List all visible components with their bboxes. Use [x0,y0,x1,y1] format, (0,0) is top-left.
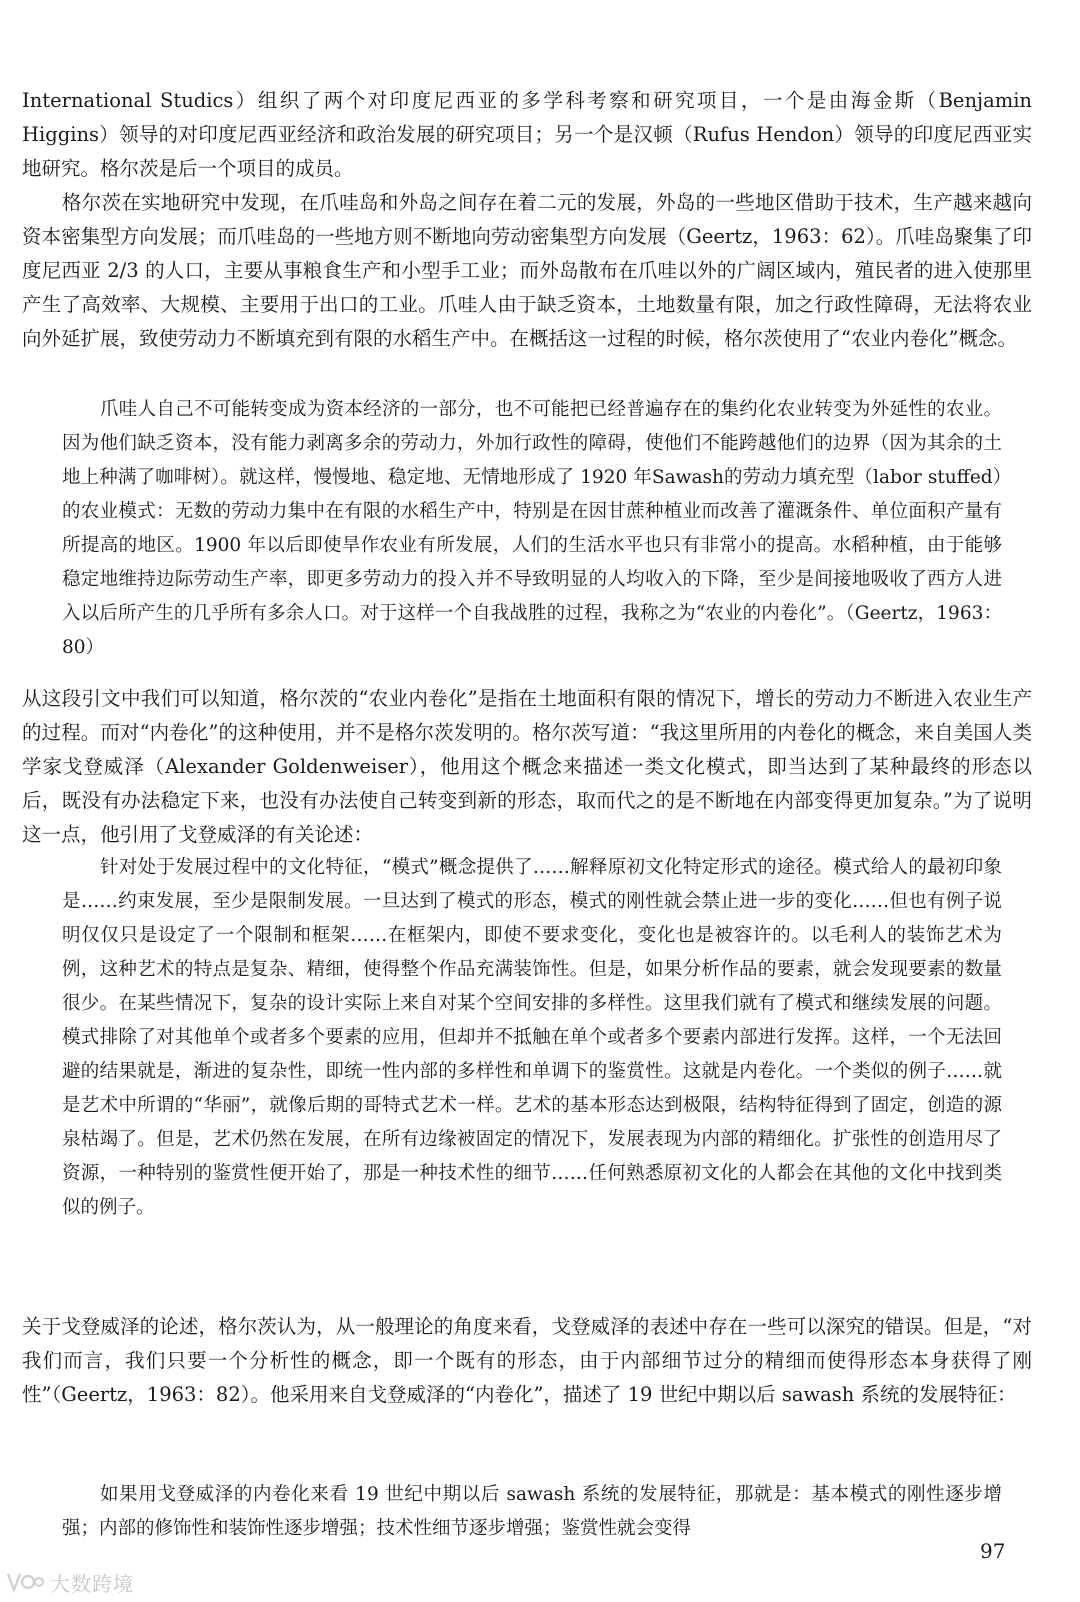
watermark [4,1569,134,1595]
paragraph-3: 从这段引文中我们可以知道，格尔茨的“农业内卷化”是指在土地面积有限的情况下，增长的劳动力不断进入农业生产的过程。而对“内卷化”的这种使用，并不是格尔茨发明的。格尔茨写道：“我这里所用的内卷化的概念，来自美国人类学家戈登威泽（Alexander Goldenweiser），他用这个概念来描述一类文化模式，即当达到了某种最终的形态以后，既没有办法稳定下来，也没有办法使自己转变到新的形态，取而代之的是不断地在内部变得更加复杂。”为了说明这一点，他引用了戈登威泽的有关论述： [22,687,1032,846]
paragraph-4: 关于戈登威泽的论述，格尔茨认为，从一般理论的角度来看，戈登威泽的表述中存在一些可以深究的错误。但是，“对我们而言，我们只要一个分析性的概念，即一个既有的形态，由于内部细节过分的精细而使得形态本身获得了刚性”（Geertz，1963：82）。他采用来自戈登威泽的“内卷化”，描述了 19 世纪中期以后 sawash 系统的发展特征： [22,1315,1032,1406]
watermark-logo-icon [4,1570,44,1594]
block-quote-3: 如果用戈登威泽的内卷化来看 19 世纪中期以后 sawash 系统的发展特征，那就是：基本模式的刚性逐步增强；内部的修饰性和装饰性逐步增强；技术性细节逐步增强；鉴赏性就会变得 [62,1484,1002,1539]
paragraph-2: 格尔茨在实地研究中发现，在爪哇岛和外岛之间存在着二元的发展，外岛的一些地区借助于技术，生产越来越向资本密集型方向发展；而爪哇岛的一些地方则不断地向劳动密集型方向发展（Geertz，1963：62）。爪哇岛聚集了印度尼西亚 2/3 的人口，主要从事粮食生产和小型手工业；而外岛散布在爪哇以外的广阔区域内，殖民者的进入使那里产生了高效率、大规模、主要用于出口的工业。爪哇人由于缺乏资本，土地数量有限，加之行政性障碍，无法将农业向外延扩展，致使劳动力不断填充到有限的水稻生产中。在概括这一过程的时候，格尔茨使用了“农业内卷化”概念。 [22,191,1032,350]
paragraph-1: International Studics）组织了两个对印度尼西亚的多学科考察和研究项目，一个是由海金斯（Benjamin Higgins）领导的对印度尼西亚经济和政治发展的研究项目；另一个是汉顿（Rufus Hendon）领导的印度尼西亚实地研究。格尔茨是后一个项目的成员。 [22,89,1032,180]
page-number: 97 [980,1539,1006,1563]
watermark-text: 大数跨境 [50,1571,134,1596]
block-quote-1: 爪哇人自己不可能转变成为资本经济的一部分，也不可能把已经普遍存在的集约化农业转变为外延性的农业。因为他们缺乏资本，没有能力剥离多余的劳动力，外加行政性的障碍，使他们不能跨越他们的边界（因为其余的土地上种满了咖啡树）。就这样，慢慢地、稳定地、无情地形成了 1920 年Sawash的劳动力填充型（labor stuffed）的农业模式：无数的劳动力集中在有限的水稻生产中，特别是在因甘蔗种植业而改善了灌溉条件、单位面积产量有所提高的地区。1900 年以后即使旱作农业有所发展，人们的生活水平也只有非常小的提高。水稻种植，由于能够稳定地维持边际劳动生产率，即更多劳动力的投入并不导致明显的人均收入的下降，至少是间接地吸收了西方人进入以后所产生的几乎所有多余人口。对于这样一个自我战胜的过程，我称之为“农业的内卷化”。（Geertz，1963：80） [62,399,1002,658]
block-quote-2: 针对处于发展过程中的文化特征，“模式”概念提供了……解释原初文化特定形式的途径。模式给人的最初印象是……约束发展，至少是限制发展。一旦达到了模式的形态，模式的刚性就会禁止进一步的变化……但也有例子说明仅仅只是设定了一个限制和框架……在框架内，即使不要求变化，变化也是被容许的。以毛利人的装饰艺术为例，这种艺术的特点是复杂、精细，使得整个作品充满装饰性。但是，如果分析作品的要素，就会发现要素的数量很少。在某些情况下，复杂的设计实际上来自对某个空间安排的多样性。这里我们就有了模式和继续发展的问题。模式排除了对其他单个或者多个要素的应用，但却并不抵触在单个或者多个要素内部进行发挥。这样，一个无法回避的结果就是，渐进的复杂性，即统一性内部的多样性和单调下的鉴赏性。这就是内卷化。一个类似的例子……就是艺术中所谓的“华丽”，就像后期的哥特式艺术一样。艺术的基本形态达到极限，结构特征得到了固定，创造的源泉枯竭了。但是，艺术仍然在发展，在所有边缘被固定的情况下，发展表现为内部的精细化。扩张性的创造用尽了资源，一种特别的鉴赏性便开始了，那是一种技术性的细节……任何熟悉原初文化的人都会在其他的文化中找到类似的例子。 [62,857,1002,1218]
